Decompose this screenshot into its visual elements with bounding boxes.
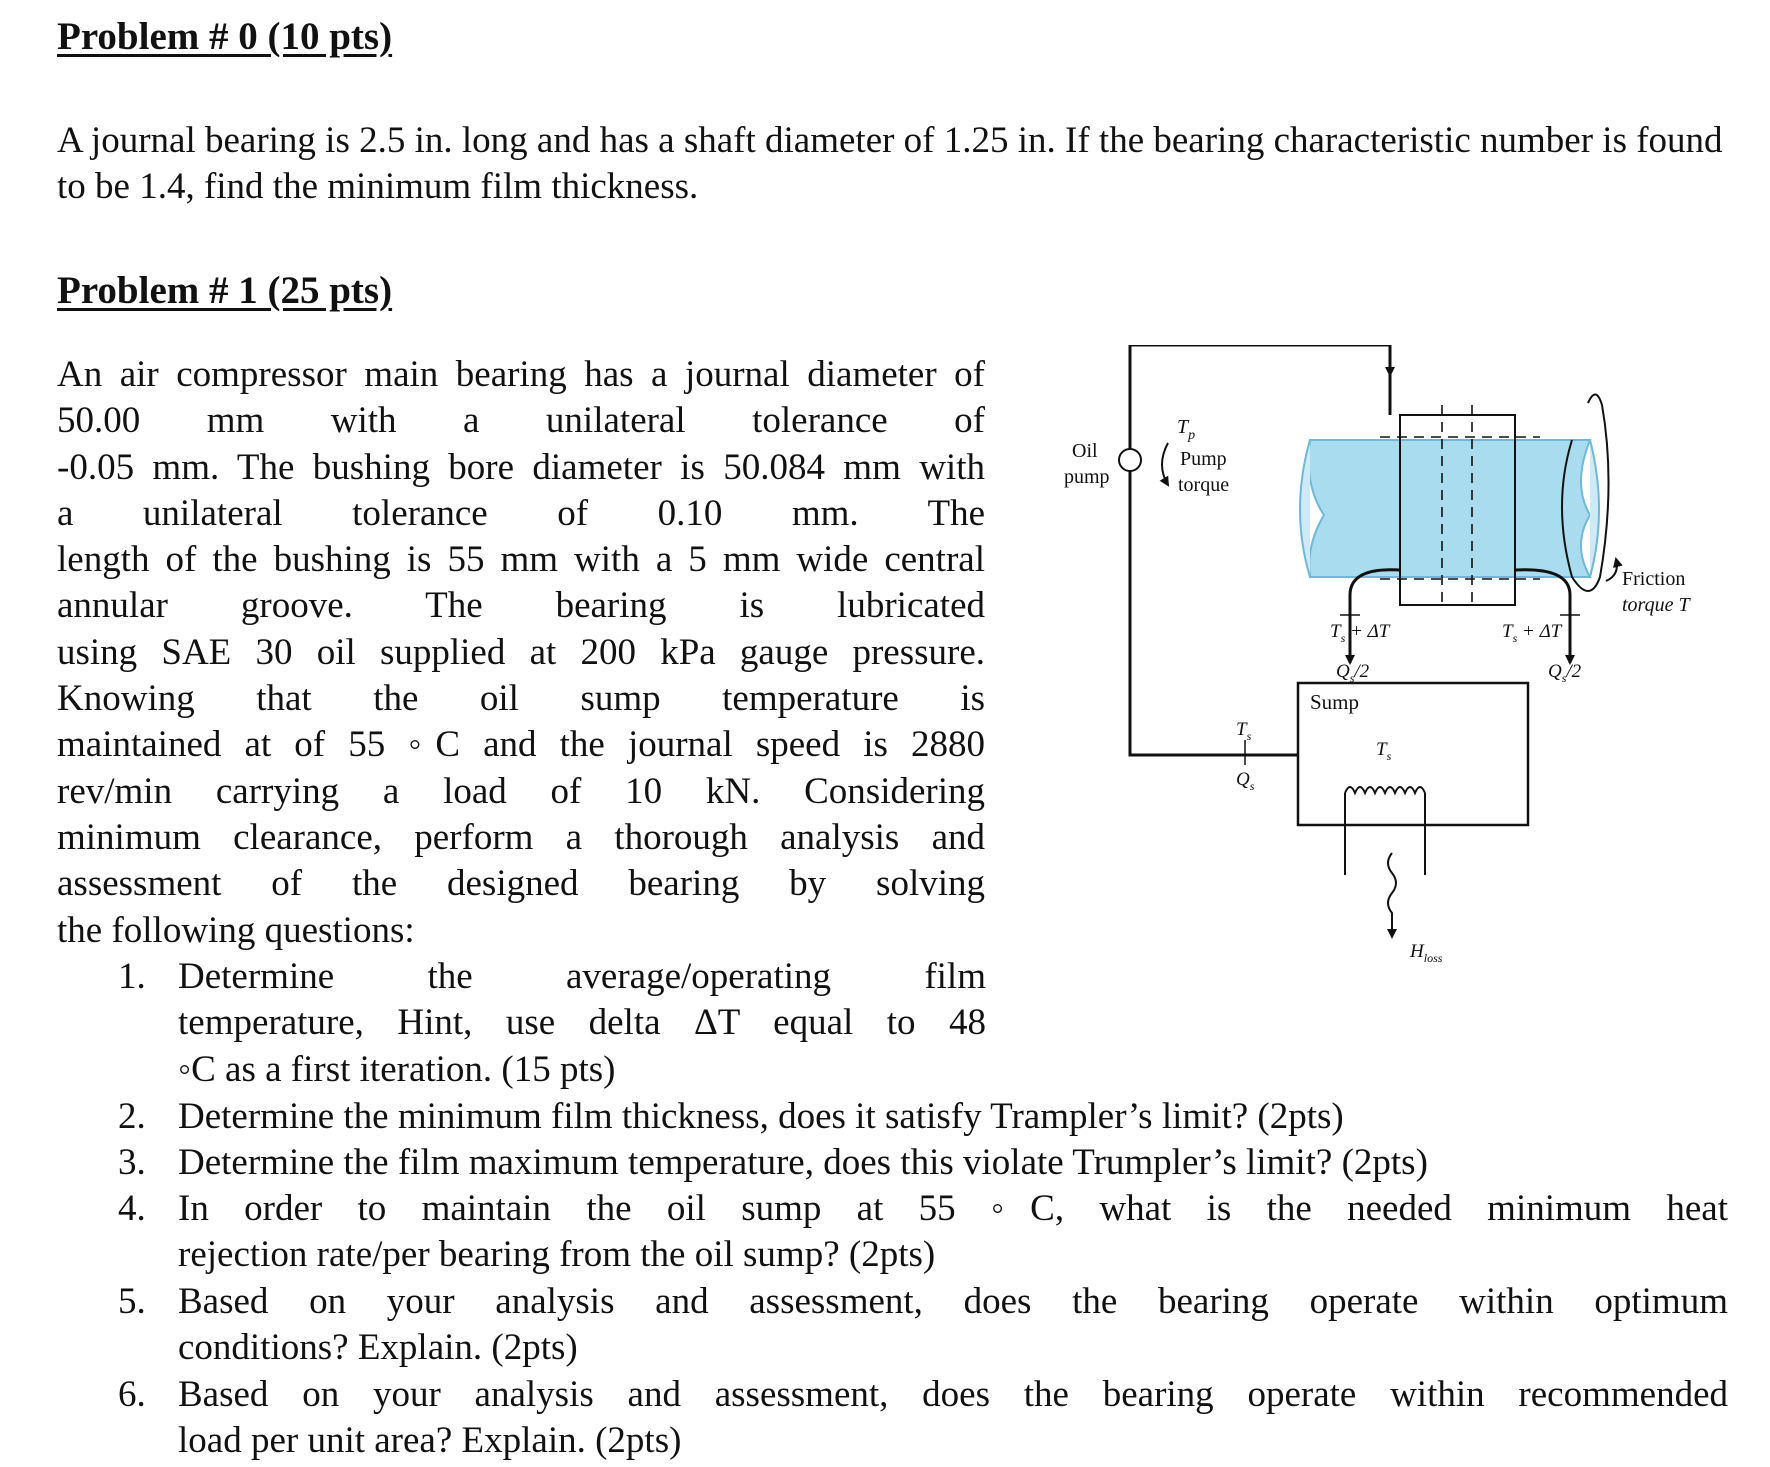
problem1-heading: Problem # 1 (25 pts) <box>57 269 393 312</box>
intro-line: An air compressor main bearing has a journal diameter of <box>57 354 985 395</box>
shaft <box>1309 440 1590 577</box>
question-line: Determine the minimum film thickness, does it satisfy Trampler’s limit? (2pts) <box>178 1096 1344 1137</box>
temp-left-label: $T_s + \Delta T$ <box>1330 621 1390 645</box>
pump-torque-label: Pump <box>1180 448 1227 470</box>
pipe-temp-label: $T_s$ <box>1236 719 1252 743</box>
friction-torque-label-2: torque T <box>1622 594 1690 616</box>
pump-label: pump <box>1064 466 1110 488</box>
question-number: 2. <box>118 1096 146 1137</box>
pump-torque-label-2: torque <box>1178 474 1230 496</box>
shaft-left-end <box>1300 440 1310 577</box>
temp-right-label: $T_s + \Delta T$ <box>1502 621 1562 645</box>
problem0-heading: Problem # 0 (10 pts) <box>57 15 393 58</box>
lubrication-diagram <box>1060 345 1720 1015</box>
friction-torque-label: Friction <box>1622 568 1686 590</box>
question-line: Based on your analysis and assessment, does the bearing operate within optimum <box>178 1281 1728 1322</box>
problem1-intro <box>57 352 985 954</box>
pump-symbol <box>1119 449 1141 471</box>
intro-line: minimum clearance, perform a thorough analysis and <box>57 816 985 858</box>
side-flow-right <box>1515 570 1570 663</box>
question-line: Determine the average/operating film <box>178 956 986 997</box>
question-line: Based on your analysis and assessment, does the bearing operate within recommended <box>178 1374 1728 1415</box>
intro-line: the following questions: <box>57 909 415 951</box>
tp-symbol: $T_p$ <box>1177 416 1196 443</box>
question-line: Determine the film maximum temperature, does this violate Trumpler’s limit? (2pts) <box>178 1142 1428 1183</box>
side-flow-left <box>1350 570 1400 663</box>
intro-line: a unilateral tolerance of 0.10 mm. The <box>57 492 985 534</box>
question-number: 1. <box>118 956 146 997</box>
question-number: 5. <box>118 1281 146 1322</box>
intro-line: using SAE 30 oil supplied at 200 kPa gauge pressure. <box>57 631 985 673</box>
sump-return-pipe <box>1130 743 1298 755</box>
question-line: temperature, Hint, use delta ΔT equal to 48 <box>178 1002 986 1044</box>
intro-line: Knowing that the oil sump temperature is <box>57 678 985 720</box>
intro-line: length of the bushing is 55 mm with a 5 mm wide central <box>57 539 985 581</box>
question-line: rejection rate/per bearing from the oil sump? (2pts) <box>178 1234 936 1276</box>
question-line: ◦C as a first iteration. (15 pts) <box>178 1048 616 1090</box>
question-number: 4. <box>118 1188 146 1229</box>
intro-line: annular groove. The bearing is lubricated <box>57 585 985 627</box>
flow-left-label: $Q_s/2$ <box>1336 661 1370 685</box>
intro-line: -0.05 mm. The bushing bore diameter is 50.084 mm with <box>57 446 985 488</box>
intro-line: assessment of the designed bearing by solving <box>57 863 985 905</box>
problem0-text: A journal bearing is 2.5 in. long and has a shaft diameter of 1.25 in. If the bearing characteristic number is found to be 1.4, find the minimum film thickness. <box>57 120 1723 207</box>
question-line: In order to maintain the oil sump at 55 ◦C, what is the needed minimum heat <box>178 1188 1728 1229</box>
pump-torque-arrow <box>1162 443 1168 485</box>
oil-label: Oil <box>1072 440 1098 462</box>
question-number: 3. <box>118 1142 146 1183</box>
sump-label: Sump <box>1310 690 1360 714</box>
question-line: load per unit area? Explain. (2pts) <box>178 1420 682 1462</box>
intro-line: maintained at of 55 ◦C and the journal speed is 2880 <box>57 724 985 766</box>
intro-line: 50.00 mm with a unilateral tolerance of <box>57 400 985 442</box>
pipe-flow-label: $Q_s$ <box>1236 769 1255 793</box>
friction-torque-arrow <box>1606 559 1617 581</box>
question-number: 6. <box>118 1374 146 1415</box>
heat-loss-arrow <box>1388 853 1396 937</box>
question-line: conditions? Explain. (2pts) <box>178 1327 578 1369</box>
intro-line: rev/min carrying a load of 10 kN. Considering <box>57 770 985 812</box>
shaft-right-end <box>1590 440 1599 577</box>
sump-temp-label: $T_s$ <box>1376 739 1392 763</box>
heat-loss-label: $H_{loss}$ <box>1410 941 1443 965</box>
flow-right-label: $Q_s/2$ <box>1548 661 1582 685</box>
